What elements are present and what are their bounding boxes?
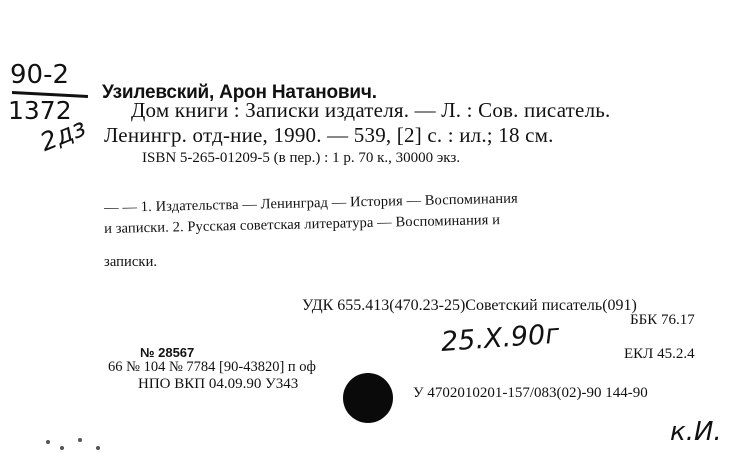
card-title: Дом книги : Записки издателя. — Л. : Сов. писатель.	[131, 98, 611, 122]
card-imprint: Ленингр. отд-ние, 1990. — 539, [2] с. : ил.; 18 см.	[104, 123, 554, 147]
card-author: Узилевский, Арон Натанович.	[102, 82, 377, 103]
ink-blot	[343, 373, 393, 423]
card-subjects-line-3: записки.	[104, 254, 158, 270]
card-subjects-line-2: и записки. 2. Русская советская литература — Воспоминания и	[104, 212, 501, 237]
handwritten-shelfmark-top: 90-2	[10, 60, 70, 90]
paper-smudge	[60, 446, 64, 450]
card-order-line: 66 № 104 № 7784 [90-43820] п оф	[108, 359, 316, 375]
handwritten-shelfmark-bottom: 1372	[8, 96, 72, 125]
card-udk: УДК 655.413(470.23-25)Советский писатель(091)	[302, 297, 637, 314]
card-isbn: ISBN 5-265-01209-5 (в пер.) : 1 р. 70 к., 30000 экз.	[142, 150, 461, 166]
paper-smudge	[96, 446, 100, 450]
handwritten-initials: к.И.	[670, 417, 722, 447]
card-npo-line: НПО ВКП 04.09.90 У343	[138, 376, 299, 392]
paper-smudge	[46, 440, 50, 444]
handwritten-mark: 2дз	[36, 112, 90, 157]
card-ekl: ЕКЛ 45.2.4	[624, 346, 695, 362]
card-order-number: № 28567	[140, 345, 195, 360]
handwritten-date: 25.X.90г	[440, 318, 561, 358]
card-bbk: ББК 76.17	[630, 312, 695, 328]
card-u-code: У 4702010201-157/083(02)-90 144-90	[413, 385, 648, 401]
card-subjects-line-1: — — 1. Издательства — Ленинград — История — Воспоминания	[104, 190, 518, 216]
paper-smudge	[78, 438, 82, 442]
